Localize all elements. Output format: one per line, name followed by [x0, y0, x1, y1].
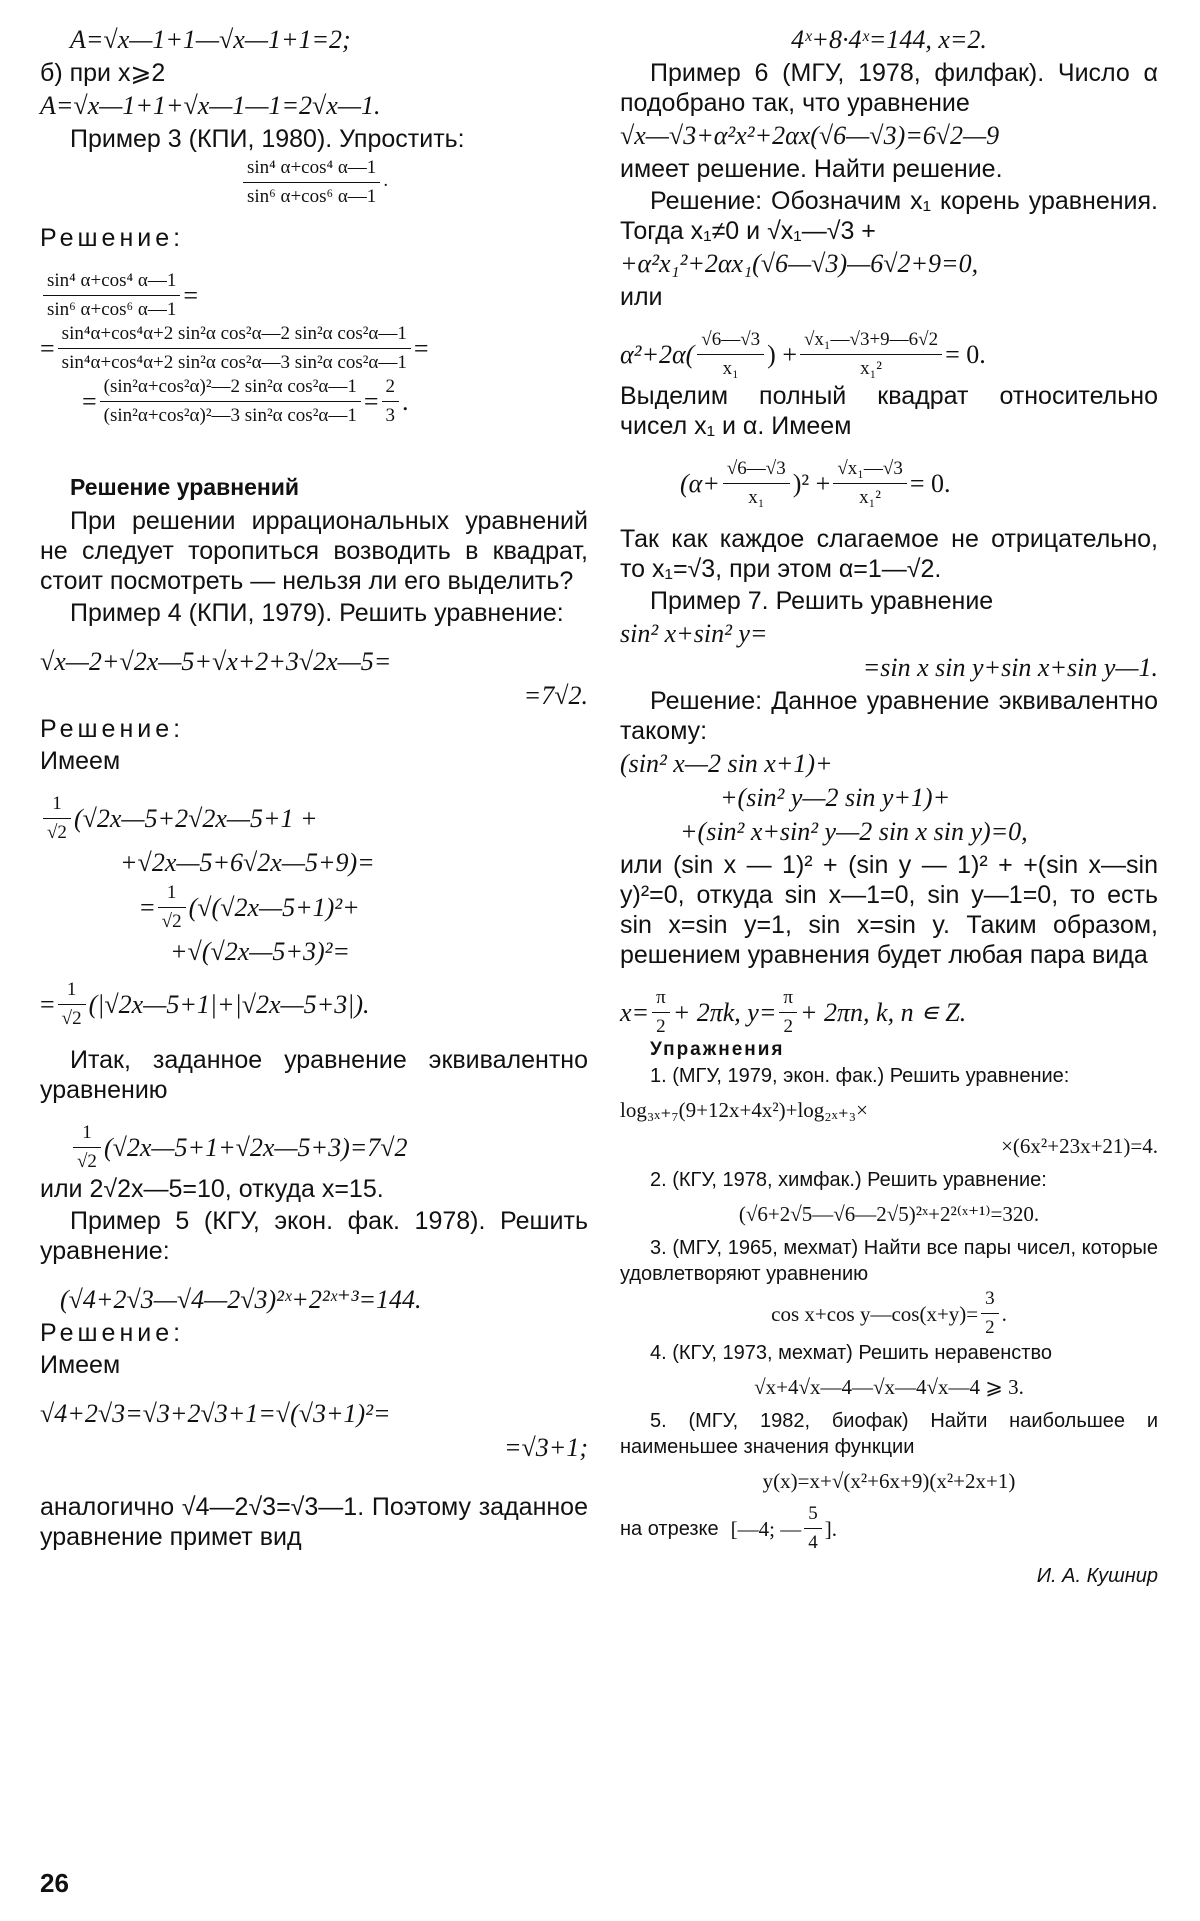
section-heading: Решение уравнений — [70, 474, 300, 500]
fraction: $\frac{2}{3}$ — [382, 375, 400, 428]
math-line: +(sin² x+sin² y—2 sin x sin y)=0, — [680, 817, 1028, 846]
math-line: +√2x—5+6√2x—5+9)= — [120, 848, 375, 877]
paragraph: аналогично √4—2√3=√3—1. Поэтому заданное уравнение примет вид — [40, 1493, 588, 1551]
exercise-5-segment: на отрезке [—4; — $\frac{5}{4}$ ]. — [620, 1503, 837, 1553]
fraction: $\frac{\text{√x₁—√3+9—6√2}}{\text{x₁²}}$ — [800, 328, 942, 381]
fraction: $\frac{√6—√3}{\text{x₁}}$ — [697, 328, 764, 381]
fraction: $\frac{\text{√x₁—√3}}{\text{x₁²}}$ — [833, 457, 906, 510]
fraction: $\frac{\text{sin⁴ α+cos⁴ α—1}}{\text{sin⁶ α+cos⁶ α—1}}$ — [43, 269, 180, 322]
math-line: +α²x₁²+2αx₁(√6—√3)—6√2+9=0, — [620, 249, 979, 278]
math-line: =√3+1; — [503, 1433, 588, 1462]
exercise-4: 4. (КГУ, 1973, мехмат) Решить неравенство — [650, 1342, 1052, 1364]
math-line: =sin x sin y+sin x+sin y—1. — [862, 653, 1158, 682]
math-line: =7√2. — [523, 681, 588, 710]
solution-6-equation-1: α²+2α( $\frac{√6—√3}{\text{x₁}}$ ) + $\frac{\text{√x₁—√3+9—6√2}}{\text{x₁²}}$ = 0. — [620, 329, 986, 379]
solution-3-step-1: $\frac{\text{sin⁴ α+cos⁴ α—1}}{\text{sin⁶ α+cos⁶ α—1}}$ = — [40, 269, 588, 322]
exercise-1: 1. (МГУ, 1979, экон. фак.) Решить уравнение: — [650, 1065, 1070, 1087]
fraction: $\frac{√6—√3}{\text{x₁}}$ — [723, 457, 790, 510]
math-line: √x+4√x—4—√x—4√x—4 ⩾ 3. — [754, 1375, 1024, 1399]
solution-label: Решение: — [40, 715, 185, 743]
solution-4-line-1: $\frac{1}{√2}$ (√2x—5+2√2x—5+1 + — [40, 792, 588, 845]
example-6-title: Пример 6 (МГУ, 1978, филфак). Число α подобрано так, что уравнение — [620, 59, 1158, 117]
solution-3-step-2: = $\frac{\text{sin⁴α+cos⁴α+2 sin²α cos²α—2 sin²α cos²α—1}}{\text{sin⁴α+cos⁴α+2 sin²α cos²α—3 sin²α cos²α—1}}$ = — [40, 323, 429, 373]
text-line: Имеем — [40, 747, 121, 775]
fraction: $\frac{\pi}{2}$ — [652, 986, 670, 1039]
math-line: +(sin² y—2 sin y+1)+ — [720, 783, 951, 812]
math-line: log₃ₓ₊₇(9+12x+4x²)+log₂ₓ₊₃× — [620, 1098, 868, 1122]
paragraph: Итак, заданное уравнение эквивалентно уравнению — [40, 1046, 588, 1104]
fraction: $\frac{\text{(sin²α+cos²α)²—2 sin²α cos²α—1}}{\text{(sin²α+cos²α)²—3 sin²α cos²α—1}}$ — [100, 375, 361, 428]
text-line: Имеем — [40, 1351, 121, 1379]
paragraph: Выделим полный квадрат относительно чисел x₁ и α. Имеем — [620, 382, 1158, 440]
math-line: √4+2√3=√3+2√3+1=√(√3+1)²= — [40, 1399, 391, 1428]
math-line: ×(6x²+23x+21)=4. — [1001, 1134, 1158, 1158]
math-line: +√(√2x—5+3)²= — [170, 937, 350, 966]
left-column — [40, 22, 588, 1554]
fraction: $\frac{1}{√2}$ — [58, 978, 86, 1031]
math-line: √x—√3+α²x²+2αx(√6—√3)=6√2—9 — [620, 121, 1000, 150]
paragraph: Так как каждое слагаемое не отрицательно, то x₁=√3, при этом α=1—√2. — [620, 525, 1158, 583]
math-line: (sin² x—2 sin x+1)+ — [620, 749, 833, 778]
math-line: (√4+2√3—√4—2√3)²ˣ+2²ˣ⁺³=144. — [60, 1285, 422, 1314]
exercises-heading: Упражнения — [650, 1039, 785, 1060]
fraction: $\frac{\pi}{2}$ — [779, 986, 797, 1039]
paragraph: Решение: Данное уравнение эквивалентно такому: — [620, 687, 1158, 745]
math-line: sin² x+sin² y= — [620, 619, 768, 648]
solution-4-line-5: = $\frac{1}{√2}$ (|√2x—5+1|+|√2x—5+3|). — [40, 979, 370, 1029]
math-line: y(x)=x+√(x²+6x+9)(x²+2x+1) — [762, 1469, 1016, 1493]
fraction: $\frac{\text{sin⁴ α+cos⁴ α—1}}{\text{sin⁶ α+cos⁶ α—1}}$ — [243, 156, 380, 209]
solution-label: Решение: — [40, 224, 185, 252]
solution-7-answer: x= $\frac{\pi}{2}$ + 2πk, y= $\frac{\pi}{2}$ + 2πn, k, n ∊ Z. — [620, 987, 967, 1037]
fraction: $\frac{3}{2}$ — [981, 1287, 999, 1340]
fraction: $\frac{1}{√2}$ — [158, 881, 186, 934]
page-number: 26 — [40, 1868, 69, 1898]
exercise-5: 5. (МГУ, 1982, биофак) Найти наибольшее и наименьшее значения функции — [620, 1410, 1158, 1458]
solution-3-step-3: = $\frac{\text{(sin²α+cos²α)²—2 sin²α cos²α—1}}{\text{(sin²α+cos²α)²—3 sin²α cos²α—1}}$ = $\frac{2}{3}$ . — [82, 376, 409, 426]
solution-6-equation-2: (α+ $\frac{√6—√3}{\text{x₁}}$ )² + $\frac{\text{√x₁—√3}}{\text{x₁²}}$ = 0. — [680, 458, 951, 508]
text-line: или — [620, 283, 663, 311]
solution-4-equation: $\frac{1}{√2}$ (√2x—5+1+√2x—5+3)=7√2 — [70, 1121, 588, 1174]
paragraph: Решение: Обозначим x₁ корень уравнения. Тогда x₁≠0 и √x₁—√3 + — [620, 187, 1158, 245]
example-5-title: Пример 5 (КГУ, экон. фак. 1978). Решить уравнение: — [40, 1207, 588, 1265]
paragraph: При решении иррациональных уравнений не следует торопиться возводить в квадрат, стоит посмотреть — нельзя ли его выделить? — [40, 507, 588, 595]
fraction: $\frac{1}{√2}$ — [73, 1121, 101, 1174]
solution-label: Решение: — [40, 1319, 185, 1347]
exercise-2: 2. (КГУ, 1978, химфак.) Решить уравнение: — [650, 1169, 1047, 1191]
text-line: или 2√2x—5=10, откуда x=15. — [40, 1175, 384, 1203]
fraction: $\frac{1}{√2}$ — [43, 792, 71, 845]
example-3-title: Пример 3 (КПИ, 1980). Упростить: — [70, 125, 465, 153]
exercise-3: 3. (МГУ, 1965, мехмат) Найти все пары чисел, которые удовлетворяют уравнению — [620, 1237, 1158, 1285]
math-line: A=√x—1+1+√x—1—1=2√x—1. — [40, 91, 381, 120]
text-line: имеет решение. Найти решение. — [620, 155, 1003, 183]
example-3-expression: $\frac{\text{sin⁴ α+cos⁴ α—1}}{\text{sin⁶ α+cos⁶ α—1}}$ . — [40, 156, 588, 209]
paragraph: или (sin x — 1)² + (sin y — 1)² + +(sin x—sin y)²=0, откуда sin x—1=0, sin y—1=0, то есть sin x=sin y=1, sin x=sin y. Таким образом, решением уравнения будет любая пара вида — [620, 851, 1158, 969]
solution-4-line-3: = $\frac{1}{√2}$ (√(√2x—5+1)²+ — [140, 882, 360, 932]
math-line: √x—2+√2x—5+√x+2+3√2x—5= — [40, 647, 392, 676]
right-column — [620, 22, 1158, 1588]
example-4-title: Пример 4 (КПИ, 1979). Решить уравнение: — [70, 599, 564, 627]
math-line: 4ˣ+8·4ˣ=144, x=2. — [791, 25, 987, 54]
math-line: (√6+2√5—√6—2√5)²ˣ+2²⁽ˣ⁺¹⁾=320. — [738, 1202, 1040, 1226]
exercise-3-equation: cos x+cos y—cos(x+y)= $\frac{3}{2}$ . — [771, 1288, 1007, 1338]
fraction: $\frac{\text{sin⁴α+cos⁴α+2 sin²α cos²α—2 sin²α cos²α—1}}{\text{sin⁴α+cos⁴α+2 sin²α cos²α—3 sin²α cos²α—1}}$ — [58, 322, 411, 375]
example-7-title: Пример 7. Решить уравнение — [650, 587, 994, 615]
author: И. А. Кушнир — [1036, 1565, 1158, 1587]
text-line: б) при x⩾2 — [40, 59, 166, 87]
fraction: $\frac{5}{4}$ — [804, 1502, 822, 1555]
math-line: A=√x—1+1—√x—1+1=2; — [70, 25, 351, 54]
